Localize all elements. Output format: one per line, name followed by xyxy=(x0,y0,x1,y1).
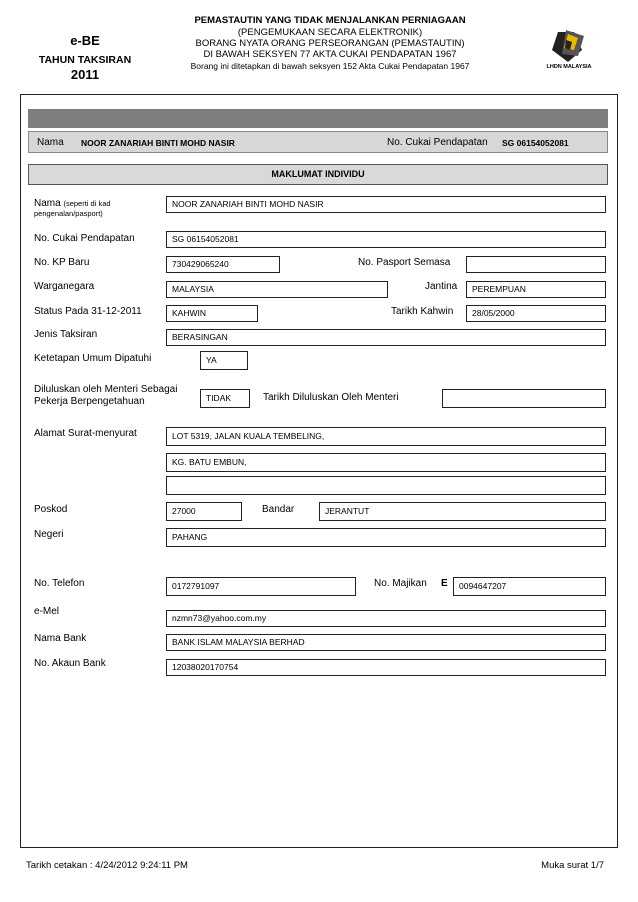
status-label: Status Pada 31-12-2011 xyxy=(34,306,142,317)
kp-label: No. KP Baru xyxy=(34,257,90,268)
cukai-label: No. Cukai Pendapatan xyxy=(34,233,135,244)
kahwin-label: Tarikh Kahwin xyxy=(391,306,454,317)
nama-label: Nama (seperti di kad xyxy=(34,198,111,209)
bank-label: Nama Bank xyxy=(34,633,87,644)
status-field[interactable]: KAHWIN xyxy=(166,305,258,322)
alamat-line-3[interactable] xyxy=(166,476,606,495)
kahwin-field[interactable]: 28/05/2000 xyxy=(466,305,606,322)
summary-tax-no: SG 06154052081 xyxy=(502,138,569,148)
ketetapan-label: Ketetapan Umum Dipatuhi xyxy=(34,353,152,364)
emel-label: e-Mel xyxy=(34,606,60,617)
akaun-field[interactable]: 12038020170754 xyxy=(166,659,606,676)
jantina-label: Jantina xyxy=(425,281,458,292)
bank-field[interactable]: BANK ISLAM MALAYSIA BERHAD xyxy=(166,634,606,651)
diluluskan-label-2: Pekerja Berpengetahuan xyxy=(34,396,145,407)
form-code: e-BE xyxy=(70,33,100,48)
form-subtitle-2: BORANG NYATA ORANG PERSEORANGAN (PEMASTAUTIN) xyxy=(195,38,465,49)
diluluskan-field[interactable]: TIDAK xyxy=(200,389,250,408)
ketetapan-field[interactable]: YA xyxy=(200,351,248,370)
print-date: Tarikh cetakan : 4/24/2012 9:24:11 PM xyxy=(26,860,188,871)
page-number: Muka surat 1/7 xyxy=(541,860,604,871)
tarikh-lulus-label: Tarikh Diluluskan Oleh Menteri xyxy=(263,392,399,403)
nama-field[interactable]: NOOR ZANARIAH BINTI MOHD NASIR xyxy=(166,196,606,213)
negeri-field[interactable]: PAHANG xyxy=(166,528,606,547)
nama-note: pengenalan/pasport) xyxy=(34,209,103,218)
jantina-field[interactable]: PEREMPUAN xyxy=(466,281,606,298)
pasport-field[interactable] xyxy=(466,256,606,273)
alamat-line-1[interactable]: LOT 5319, JALAN KUALA TEMBELING, xyxy=(166,427,606,446)
warga-label: Warganegara xyxy=(34,281,95,292)
year-value: 2011 xyxy=(70,67,100,82)
summary-row xyxy=(28,131,608,153)
telefon-label: No. Telefon xyxy=(34,578,85,589)
majikan-prefix: E xyxy=(441,578,448,589)
pasport-label: No. Pasport Semasa xyxy=(358,257,451,268)
cukai-field[interactable]: SG 06154052081 xyxy=(166,231,606,248)
kp-field[interactable]: 730429065240 xyxy=(166,256,280,273)
diluluskan-label: Diluluskan oleh Menteri Sebagai xyxy=(34,384,178,395)
summary-tax-label: No. Cukai Pendapatan xyxy=(387,137,488,148)
alamat-line-2[interactable]: KG. BATU EMBUN, xyxy=(166,453,606,472)
svg-text:LHDN MALAYSIA: LHDN MALAYSIA xyxy=(546,64,592,70)
negeri-label: Negeri xyxy=(34,529,64,540)
bandar-label: Bandar xyxy=(262,504,295,515)
year-label: TAHUN TAKSIRAN xyxy=(38,54,132,66)
summary-name: NOOR ZANARIAH BINTI MOHD NASIR xyxy=(81,138,235,148)
summary-name-label: Nama xyxy=(37,137,64,148)
form-subtitle-3: DI BAWAH SEKSYEN 77 AKTA CUKAI PENDAPATAN 1967 xyxy=(203,49,457,60)
poskod-field[interactable]: 27000 xyxy=(166,502,242,521)
lhdn-logo xyxy=(544,28,594,70)
section-header: MAKLUMAT INDIVIDU xyxy=(28,164,608,185)
bandar-field[interactable]: JERANTUT xyxy=(319,502,606,521)
akaun-label: No. Akaun Bank xyxy=(34,658,106,669)
majikan-label: No. Majikan xyxy=(374,578,427,589)
poskod-label: Poskod xyxy=(34,504,68,515)
emel-field[interactable]: nzmn73@yahoo.com.my xyxy=(166,610,606,627)
tarikh-lulus-field[interactable] xyxy=(442,389,606,408)
alamat-label: Alamat Surat-menyurat xyxy=(34,428,137,439)
jenis-label: Jenis Taksiran xyxy=(34,329,98,340)
form-title: PEMASTAUTIN YANG TIDAK MENJALANKAN PERNIAGAAN xyxy=(194,15,466,26)
form-statute: Borang ini ditetapkan di bawah seksyen 152 Akta Cukai Pendapatan 1967 xyxy=(190,61,470,71)
telefon-field[interactable]: 0172791097 xyxy=(166,577,356,596)
warga-field[interactable]: MALAYSIA xyxy=(166,281,388,298)
majikan-field[interactable]: 0094647207 xyxy=(453,577,606,596)
gray-bar xyxy=(28,109,608,128)
form-subtitle: (PENGEMUKAAN SECARA ELEKTRONIK) xyxy=(237,27,423,38)
jenis-field[interactable]: BERASINGAN xyxy=(166,329,606,346)
